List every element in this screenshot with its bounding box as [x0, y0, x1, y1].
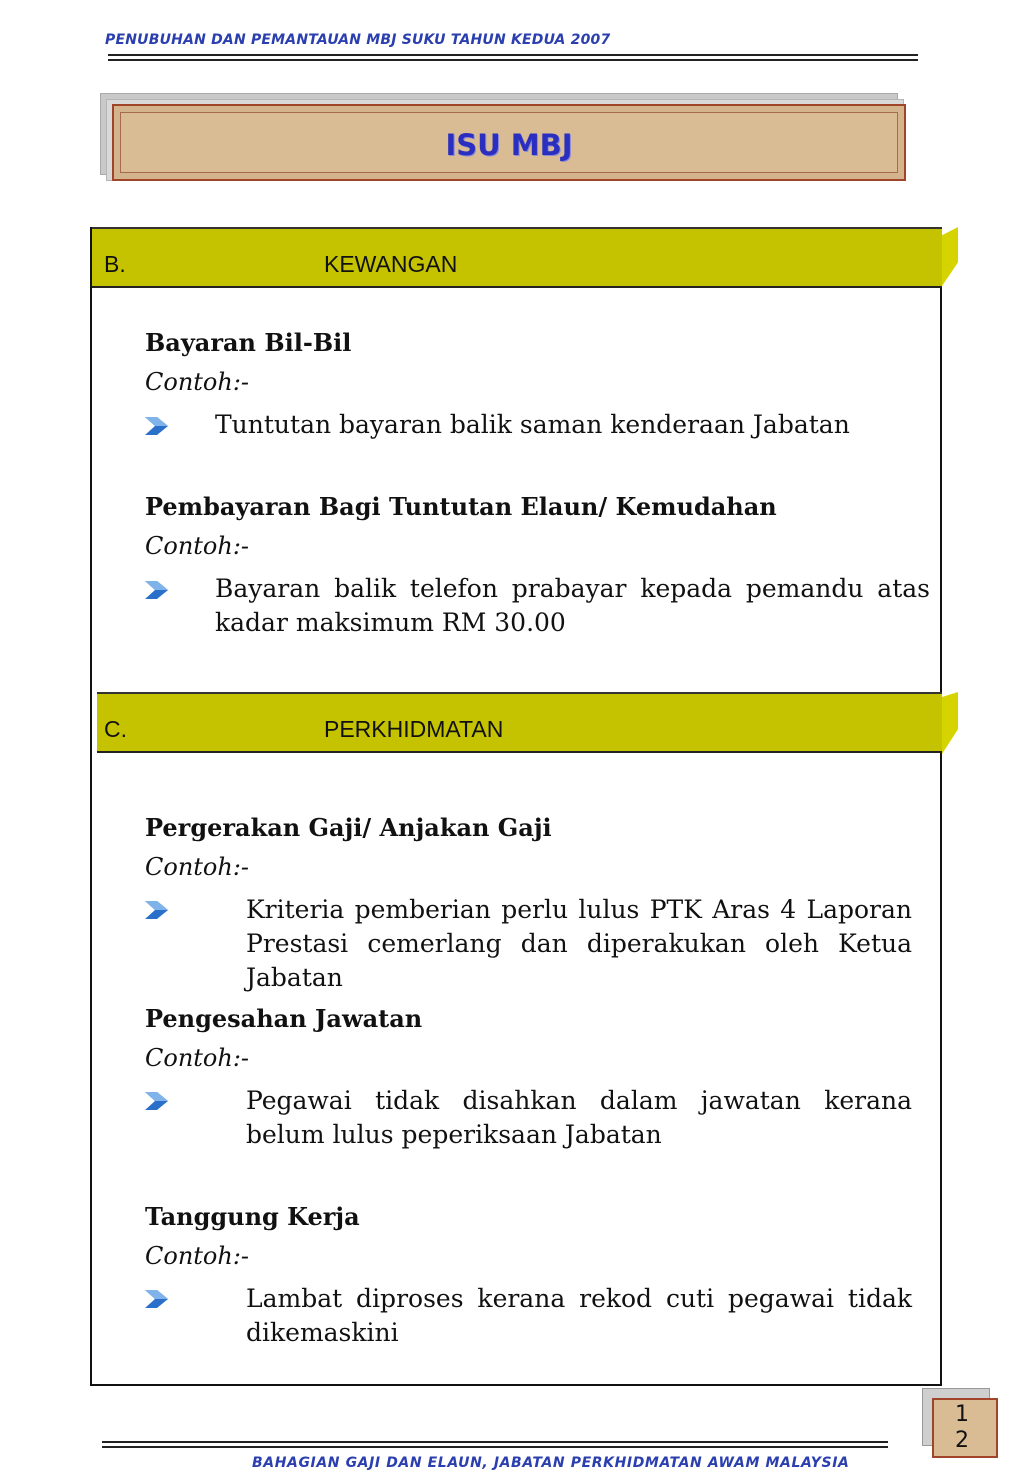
item-title: Bayaran Bil-Bil: [145, 328, 352, 357]
page-number: 12: [955, 1402, 969, 1453]
item-contoh: Contoh:-: [145, 1044, 250, 1072]
item-contoh: Contoh:-: [145, 368, 250, 396]
section-c-title: PERKHIDMATAN: [324, 716, 504, 742]
item-title: Pengesahan Jawatan: [145, 1004, 423, 1033]
header-rule: [108, 54, 918, 61]
chevron-right-icon: [143, 1091, 169, 1111]
item-contoh: Contoh:-: [145, 532, 250, 560]
chevron-right-icon: [143, 1289, 169, 1309]
section-c-letter: C.: [104, 716, 127, 742]
section-c-header: [97, 692, 942, 753]
item-contoh: Contoh:-: [145, 853, 250, 881]
item-bullet-text: Bayaran balik telefon prabayar kepada pemandu atas kadar maksimum RM 30.00: [215, 574, 930, 637]
section-c-header-bevel: [942, 692, 958, 754]
item-title: Pembayaran Bagi Tuntutan Elaun/ Kemudahan: [145, 492, 777, 521]
chevron-right-icon: [143, 416, 169, 436]
header-title: PENUBUHAN DAN PEMANTAUAN MBJ SUKU TAHUN KEDUA 2007: [105, 32, 611, 48]
title-box: [112, 104, 906, 181]
chevron-right-icon: [143, 580, 169, 600]
footer-text: BAHAGIAN GAJI DAN ELAUN, JABATAN PERKHIDMATAN AWAM MALAYSIA: [252, 1455, 850, 1471]
item-title: Pergerakan Gaji/ Anjakan Gaji: [145, 813, 552, 842]
item-title: Tanggung Kerja: [145, 1202, 360, 1231]
item-bullet-text: Lambat diproses kerana rekod cuti pegawai tidak dikemaskini: [246, 1284, 912, 1347]
section-b-header-bevel: [942, 227, 958, 286]
page-title: ISU MBJ: [445, 128, 573, 162]
item-bullet-text: Kriteria pemberian perlu lulus PTK Aras 4 Laporan Prestasi cemerlang dan diperakukan oleh Ketua Jabatan: [246, 895, 912, 992]
footer-rule: [102, 1441, 888, 1448]
chevron-right-icon: [143, 900, 169, 920]
page-number-box: [932, 1398, 998, 1458]
section-b-header: [92, 227, 942, 288]
section-b-title: KEWANGAN: [324, 251, 458, 277]
item-bullet-text: Tuntutan bayaran balik saman kenderaan Jabatan: [215, 410, 850, 439]
section-b-letter: B.: [104, 251, 126, 277]
item-bullet-text: Pegawai tidak disahkan dalam jawatan kerana belum lulus peperiksaan Jabatan: [246, 1086, 912, 1149]
item-contoh: Contoh:-: [145, 1242, 250, 1270]
